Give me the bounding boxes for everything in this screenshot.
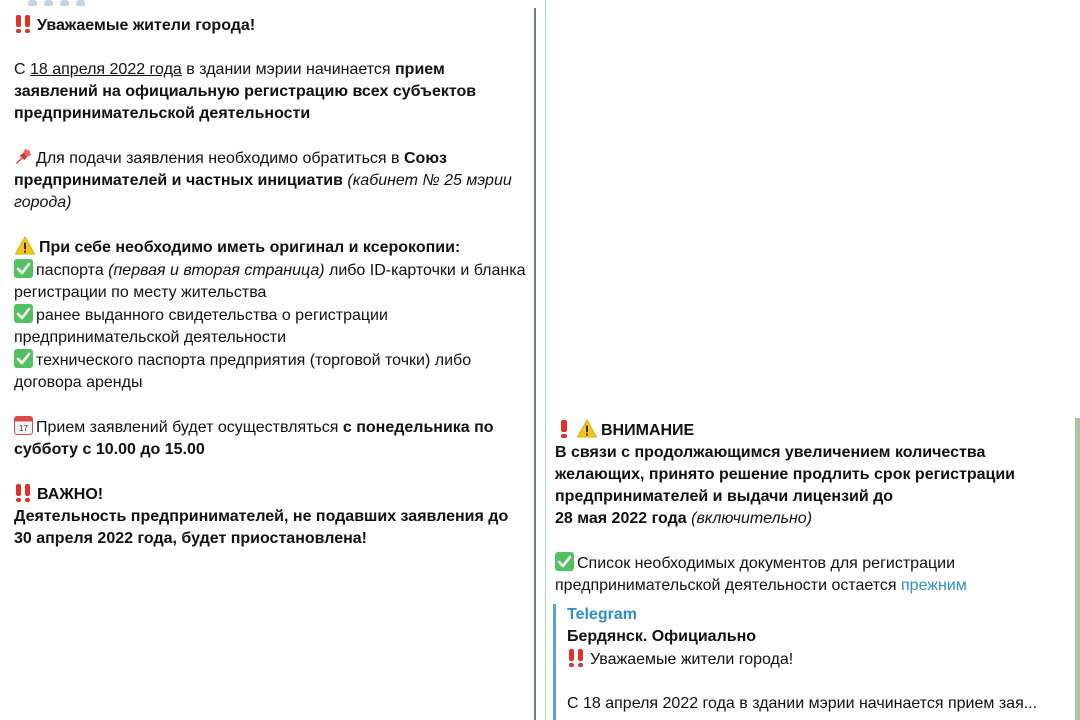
greeting-text: Уважаемые жители города! bbox=[37, 17, 256, 34]
check-mark-icon bbox=[14, 304, 33, 323]
contact-paragraph: Для подачи заявления необходимо обратиться в Союз предпринимателей и частных инициатив (кабинет № 25 мэрии города) bbox=[14, 147, 529, 214]
office-note: (кабинет № 25 мэрии города) bbox=[14, 172, 512, 211]
documents-note: Список необходимых документов для регистрации предпринимательской деятельности остается прежним bbox=[555, 552, 1060, 597]
document-item-3: технического паспорта предприятия (торговой точки) либо договора аренды bbox=[14, 349, 529, 394]
schedule-hours: с понедельника по субботу с 10.00 до 15.00 bbox=[14, 419, 494, 458]
double-exclamation-icon bbox=[567, 648, 587, 667]
check-mark-icon bbox=[555, 552, 574, 571]
attention-label-line: ВНИМАНИЕ bbox=[555, 419, 1060, 442]
right-message-body bbox=[555, 419, 1060, 597]
registration-paragraph: С 18 апреля 2022 года в здании мэрии начинается прием заявлений на официальную регистрацию всех субъектов предпринимательской деятельности bbox=[14, 61, 477, 122]
documents-heading: При себе необходимо иметь оригинал и ксерокопии: bbox=[14, 236, 529, 259]
registration-date: 18 апреля 2022 года bbox=[30, 61, 182, 78]
panel-divider-line bbox=[545, 0, 546, 720]
schedule-paragraph: 17 Прием заявлений будет осуществляться с понедельника по субботу с 10.00 до 15.00 bbox=[14, 416, 529, 461]
svg-text:17: 17 bbox=[19, 423, 28, 433]
panel-divider bbox=[534, 8, 536, 720]
left-message-body bbox=[14, 14, 529, 550]
deadline-line: 28 мая 2022 года (включительно) bbox=[555, 510, 813, 527]
previous-post-link[interactable]: прежним bbox=[901, 577, 967, 594]
quote-source[interactable]: Telegram bbox=[567, 606, 637, 623]
registration-bold: прием заявлений на официальную регистрацию всех субъектов предпринимательской деятельности bbox=[14, 61, 477, 122]
document-item-2: ранее выданного свидетельства о регистрации предпринимательской деятельности bbox=[14, 304, 529, 349]
chat-background-edge bbox=[1075, 418, 1080, 720]
double-exclamation-icon bbox=[14, 483, 34, 502]
pushpin-icon bbox=[14, 147, 33, 166]
warning-icon bbox=[576, 419, 598, 438]
exclamation-icon bbox=[555, 419, 573, 438]
clipped-header-remnant bbox=[28, 0, 168, 6]
calendar-icon bbox=[14, 416, 33, 435]
check-mark-icon bbox=[14, 349, 33, 368]
quote-line-2: С 18 апреля 2022 года в здании мэрии начинается прием зая... bbox=[567, 695, 1038, 712]
warning-icon bbox=[14, 236, 36, 255]
attention-text: В связи с продолжающимся увеличением количества желающих, принято решение продлить срок регистрации предпринимателей и выдачи лицензий до bbox=[555, 444, 1016, 505]
forwarded-quote[interactable] bbox=[553, 604, 1063, 720]
greeting-line bbox=[14, 14, 529, 37]
check-mark-icon bbox=[14, 259, 33, 278]
double-exclamation-icon bbox=[14, 14, 34, 33]
important-text: Деятельность предпринимателей, не подавших заявления до 30 апреля 2022 года, будет приостановлена! bbox=[14, 508, 509, 547]
left-message-panel bbox=[0, 0, 534, 720]
union-name: Союз предпринимателей и частных инициатив bbox=[14, 150, 447, 189]
important-label-line: ВАЖНО! bbox=[14, 483, 529, 506]
quote-line-1: Уважаемые жители города! bbox=[567, 648, 1063, 671]
quote-channel-name[interactable]: Бердянск. Официально bbox=[567, 628, 757, 645]
document-item-1: паспорта (первая и вторая страница) либо ID-карточки и бланка регистрации по месту жительства bbox=[14, 259, 529, 304]
